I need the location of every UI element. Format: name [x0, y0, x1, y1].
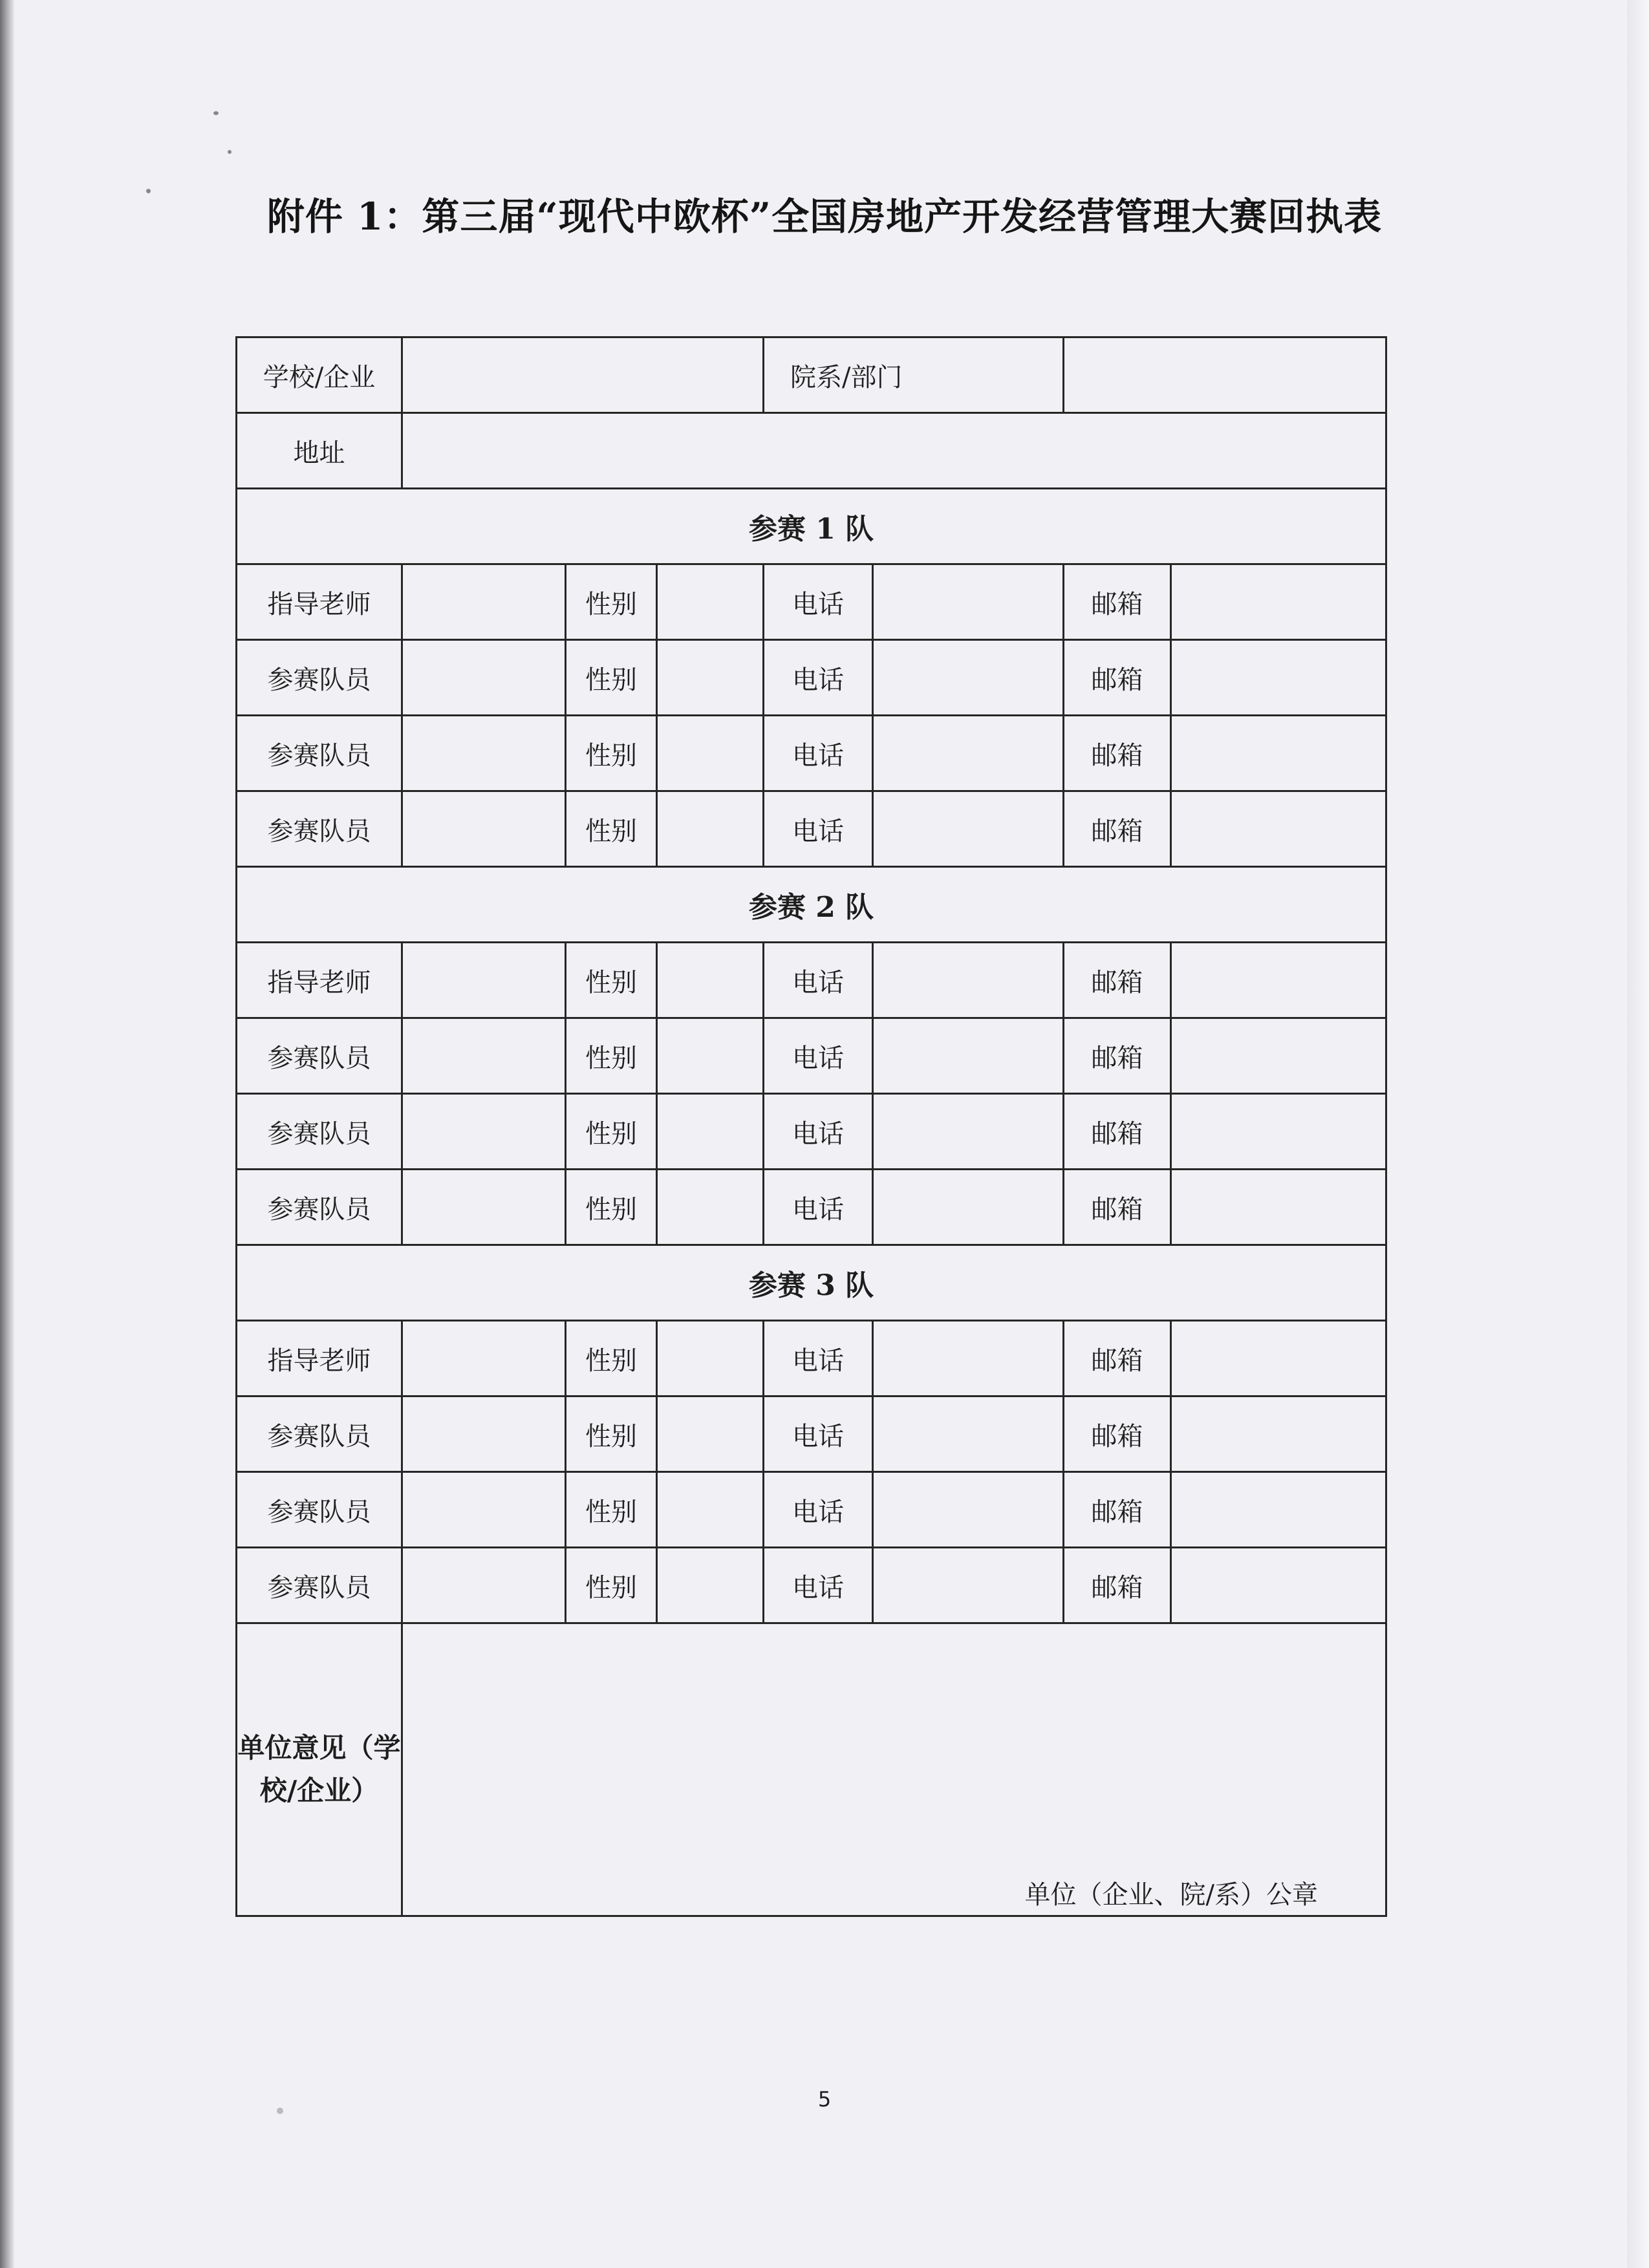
phone-field[interactable]: [873, 1321, 1064, 1396]
department-field[interactable]: [1064, 337, 1386, 413]
member-row: [237, 1321, 1386, 1396]
name-field[interactable]: [402, 1170, 566, 1245]
phone-field[interactable]: [873, 1094, 1064, 1170]
name-field[interactable]: [402, 791, 566, 867]
gender-field[interactable]: [657, 943, 764, 1018]
gender-field[interactable]: [657, 1396, 764, 1472]
phone-label: 电话: [764, 943, 873, 1018]
gender-label: 性别: [566, 564, 657, 640]
email-field[interactable]: [1171, 1321, 1386, 1396]
role-label: 参赛队员: [237, 791, 402, 867]
member-row: [237, 943, 1386, 1018]
email-field[interactable]: [1171, 1094, 1386, 1170]
member-row: [237, 716, 1386, 791]
member-row: [237, 1396, 1386, 1472]
phone-label: 电话: [764, 1170, 873, 1245]
phone-field[interactable]: [873, 564, 1064, 640]
phone-label: 电话: [764, 1094, 873, 1170]
email-label: 邮箱: [1064, 640, 1171, 716]
role-label: 指导老师: [237, 564, 402, 640]
role-label: 参赛队员: [237, 640, 402, 716]
email-label: 邮箱: [1064, 1094, 1171, 1170]
phone-label: 电话: [764, 716, 873, 791]
name-field[interactable]: [402, 716, 566, 791]
email-field[interactable]: [1171, 640, 1386, 716]
email-field[interactable]: [1171, 564, 1386, 640]
email-field[interactable]: [1171, 1548, 1386, 1623]
gender-field[interactable]: [657, 716, 764, 791]
gender-label: 性别: [566, 716, 657, 791]
gender-label: 性别: [566, 791, 657, 867]
page-number: 5: [817, 2087, 832, 2112]
member-row: [237, 1472, 1386, 1548]
role-label: 指导老师: [237, 943, 402, 1018]
scan-speck: [228, 150, 232, 154]
phone-field[interactable]: [873, 1170, 1064, 1245]
gender-field[interactable]: [657, 1170, 764, 1245]
seal-caption: 单位（企业、院/系）公章: [1024, 1880, 1319, 1910]
gender-field[interactable]: [657, 791, 764, 867]
team-title: 参赛 2 队: [237, 867, 1386, 943]
name-field[interactable]: [402, 564, 566, 640]
phone-field[interactable]: [873, 1548, 1064, 1623]
gender-label: 性别: [566, 943, 657, 1018]
role-label: 参赛队员: [237, 1094, 402, 1170]
email-label: 邮箱: [1064, 1018, 1171, 1094]
gender-field[interactable]: [657, 1094, 764, 1170]
scan-edge-left: [0, 0, 14, 2268]
name-field[interactable]: [402, 943, 566, 1018]
name-field[interactable]: [402, 1472, 566, 1548]
team-title: 参赛 3 队: [237, 1245, 1386, 1321]
gender-field[interactable]: [657, 1018, 764, 1094]
opinion-field[interactable]: [402, 1623, 1386, 1916]
gender-field[interactable]: [657, 564, 764, 640]
email-field[interactable]: [1171, 1396, 1386, 1472]
email-label: 邮箱: [1064, 791, 1171, 867]
form-body: [237, 337, 1386, 1916]
role-label: 参赛队员: [237, 716, 402, 791]
phone-field[interactable]: [873, 716, 1064, 791]
school-label: 学校/企业: [237, 337, 402, 413]
team-header-row: [237, 1245, 1386, 1321]
role-label: 参赛队员: [237, 1396, 402, 1472]
role-label: 指导老师: [237, 1321, 402, 1396]
role-label: 参赛队员: [237, 1018, 402, 1094]
member-row: [237, 1170, 1386, 1245]
phone-field[interactable]: [873, 640, 1064, 716]
phone-field[interactable]: [873, 791, 1064, 867]
gender-label: 性别: [566, 640, 657, 716]
gender-field[interactable]: [657, 1321, 764, 1396]
school-field[interactable]: [402, 337, 764, 413]
phone-label: 电话: [764, 1321, 873, 1396]
team-title: 参赛 1 队: [237, 489, 1386, 564]
opinion-label: 单位意见（学校/企业）: [237, 1623, 402, 1916]
gender-label: 性别: [566, 1548, 657, 1623]
email-label: 邮箱: [1064, 1472, 1171, 1548]
phone-field[interactable]: [873, 1018, 1064, 1094]
email-label: 邮箱: [1064, 1548, 1171, 1623]
email-field[interactable]: [1171, 943, 1386, 1018]
gender-label: 性别: [566, 1396, 657, 1472]
gender-field[interactable]: [657, 1548, 764, 1623]
name-field[interactable]: [402, 1321, 566, 1396]
address-field[interactable]: [402, 413, 1386, 489]
role-label: 参赛队员: [237, 1548, 402, 1623]
member-row: [237, 791, 1386, 867]
phone-label: 电话: [764, 1396, 873, 1472]
scan-edge-right: [1627, 0, 1649, 2268]
email-label: 邮箱: [1064, 1170, 1171, 1245]
member-row: [237, 564, 1386, 640]
phone-label: 电话: [764, 640, 873, 716]
opinion-row: [237, 1623, 1386, 1916]
gender-field[interactable]: [657, 1472, 764, 1548]
member-row: [237, 1094, 1386, 1170]
email-label: 邮箱: [1064, 943, 1171, 1018]
phone-label: 电话: [764, 1018, 873, 1094]
gender-label: 性别: [566, 1094, 657, 1170]
email-label: 邮箱: [1064, 564, 1171, 640]
email-field[interactable]: [1171, 1472, 1386, 1548]
gender-label: 性别: [566, 1321, 657, 1396]
phone-field[interactable]: [873, 1396, 1064, 1472]
name-field[interactable]: [402, 1548, 566, 1623]
member-row: [237, 1018, 1386, 1094]
email-field[interactable]: [1171, 791, 1386, 867]
gender-field[interactable]: [657, 640, 764, 716]
phone-label: 电话: [764, 1472, 873, 1548]
member-row: [237, 640, 1386, 716]
email-label: 邮箱: [1064, 716, 1171, 791]
address-label: 地址: [237, 413, 402, 489]
name-field[interactable]: [402, 640, 566, 716]
address-row: [237, 413, 1386, 489]
role-label: 参赛队员: [237, 1170, 402, 1245]
email-field[interactable]: [1171, 1018, 1386, 1094]
role-label: 参赛队员: [237, 1472, 402, 1548]
scan-speck: [213, 111, 219, 115]
team-header-row: [237, 867, 1386, 943]
name-field[interactable]: [402, 1094, 566, 1170]
email-label: 邮箱: [1064, 1321, 1171, 1396]
phone-label: 电话: [764, 564, 873, 640]
phone-field[interactable]: [873, 1472, 1064, 1548]
email-field[interactable]: [1171, 1170, 1386, 1245]
school-row: [237, 337, 1386, 413]
registration-form-table: [235, 336, 1387, 1917]
email-field[interactable]: [1171, 716, 1386, 791]
phone-field[interactable]: [873, 943, 1064, 1018]
name-field[interactable]: [402, 1396, 566, 1472]
name-field[interactable]: [402, 1018, 566, 1094]
gender-label: 性别: [566, 1472, 657, 1548]
email-label: 邮箱: [1064, 1396, 1171, 1472]
phone-label: 电话: [764, 791, 873, 867]
phone-label: 电话: [764, 1548, 873, 1623]
team-header-row: [237, 489, 1386, 564]
department-label: 院系/部门: [764, 337, 1064, 413]
document-title: 附件 1：第三届“现代中欧杯”全国房地产开发经营管理大赛回执表: [266, 195, 1383, 239]
gender-label: 性别: [566, 1018, 657, 1094]
gender-label: 性别: [566, 1170, 657, 1245]
member-row: [237, 1548, 1386, 1623]
